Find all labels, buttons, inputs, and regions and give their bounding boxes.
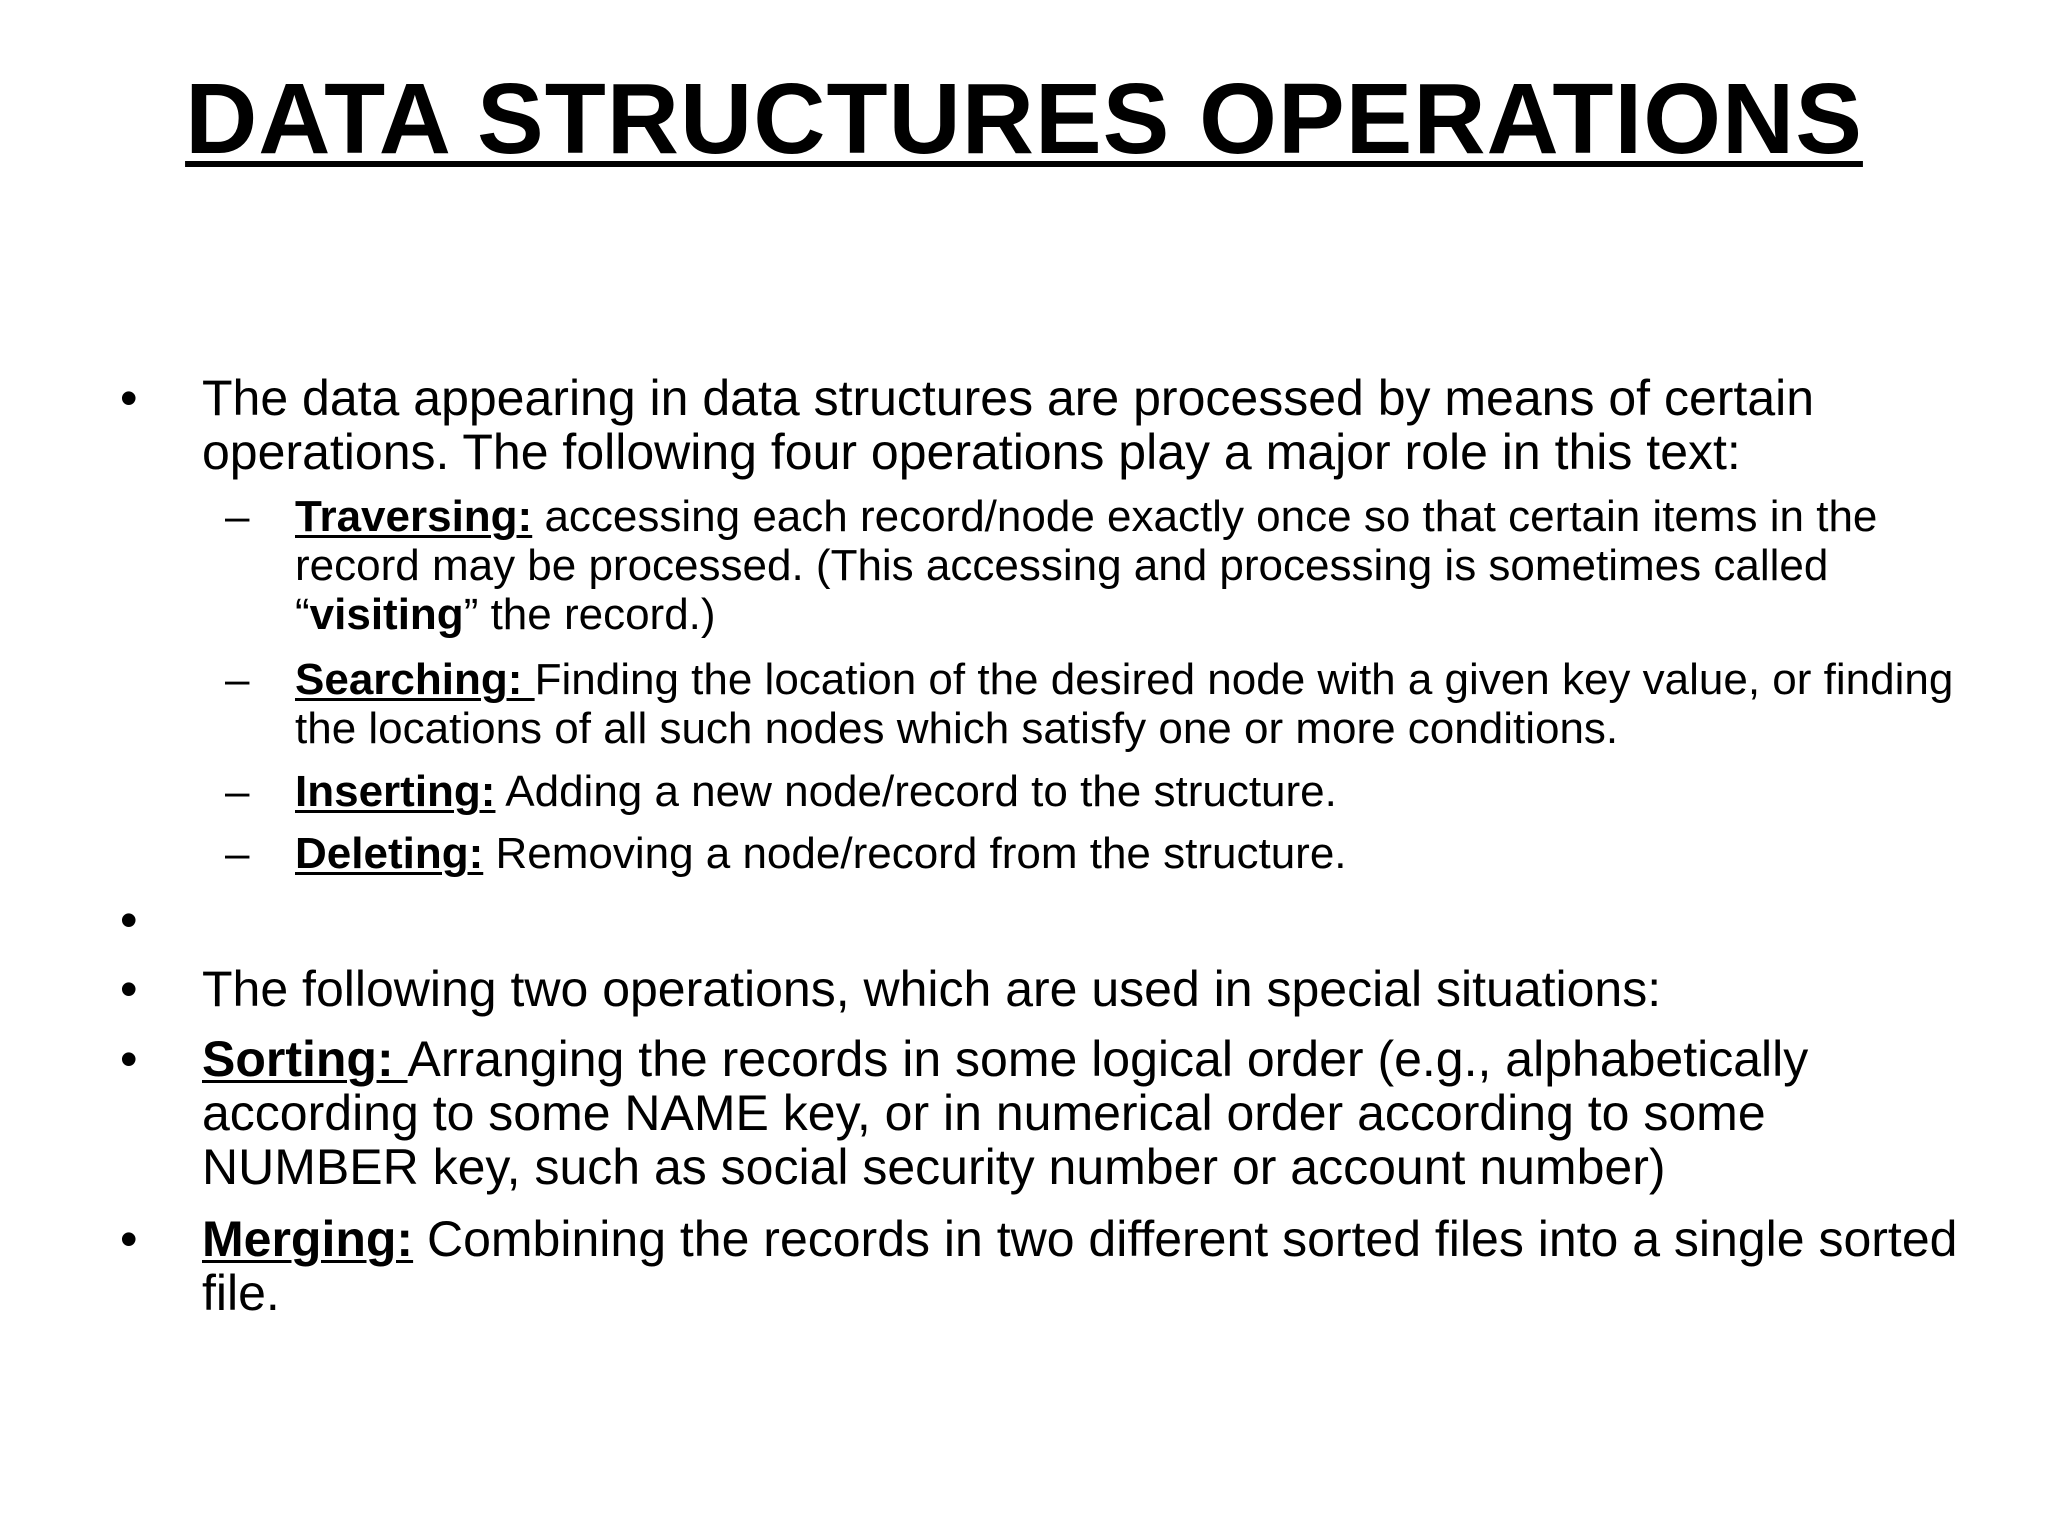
visiting-word: visiting: [309, 590, 464, 639]
dash-marker: –: [225, 767, 250, 816]
bullet-marker: •: [120, 1211, 138, 1267]
bullet-text: The following two operations, which are used in special situations:: [202, 961, 1662, 1017]
bullet-item-empty: [120, 893, 1988, 949]
term-sorting: Sorting:: [202, 1031, 408, 1087]
sub-item-searching: [225, 655, 1988, 755]
term-merging: Merging:: [202, 1211, 414, 1267]
sub-item-text: [295, 829, 1988, 878]
traversing-text-b: ” the record.): [463, 590, 716, 639]
bullet-text: [202, 1212, 1988, 1320]
bullet-item-sorting: [120, 1032, 1988, 1198]
term-deleting: Deleting:: [295, 829, 484, 878]
bullet-text: [202, 1032, 1988, 1194]
sub-item-deleting: [225, 829, 1988, 879]
merging-text: Combining the records in two different sorted files into a single sorted file.: [202, 1211, 1958, 1321]
bullet-text: The data appearing in data structures are processed by means of certain operations. The following four operations play a major role in this text:: [202, 370, 1815, 480]
sub-item-text: [295, 767, 1988, 816]
term-traversing: Traversing:: [295, 492, 533, 541]
dash-marker: –: [225, 655, 250, 704]
bullet-item-special: [120, 962, 1988, 1018]
slide-title-text: DATA STRUCTURES OPERATIONS: [185, 63, 1863, 175]
bullet-item-merging: [120, 1212, 1988, 1322]
bullet-marker: •: [120, 370, 138, 426]
sorting-text: Arranging the records in some logical order (e.g., alphabetically according to some NAME key, or in numerical order according to some NUMBER key, such as social security number or account number): [202, 1031, 1809, 1195]
sub-item-traversing: [225, 492, 1988, 642]
inserting-text: Adding a new node/record to the structure.: [495, 767, 1337, 816]
traversing-text-a: accessing each record/node exactly once so that certain items in the record may be processed. (This accessing and processing is sometimes called “: [295, 492, 1878, 639]
deleting-text: Removing a node/record from the structure.: [483, 829, 1347, 878]
sub-item-inserting: [225, 767, 1988, 817]
bullet-marker: •: [120, 1031, 138, 1087]
bullet-item-intro: [120, 371, 1988, 481]
dash-marker: –: [225, 492, 250, 541]
bullet-marker: •: [120, 892, 138, 948]
sub-item-text: [295, 492, 1988, 639]
searching-text: Finding the location of the desired node with a given key value, or finding the locations of all such nodes which satisfy one or more conditions.: [295, 655, 1954, 753]
bullet-marker: •: [120, 961, 138, 1017]
dash-marker: –: [225, 829, 250, 878]
term-searching: Searching:: [295, 655, 535, 704]
slide-title: [0, 62, 2048, 177]
term-inserting: Inserting:: [295, 767, 496, 816]
sub-item-text: [295, 655, 1988, 753]
